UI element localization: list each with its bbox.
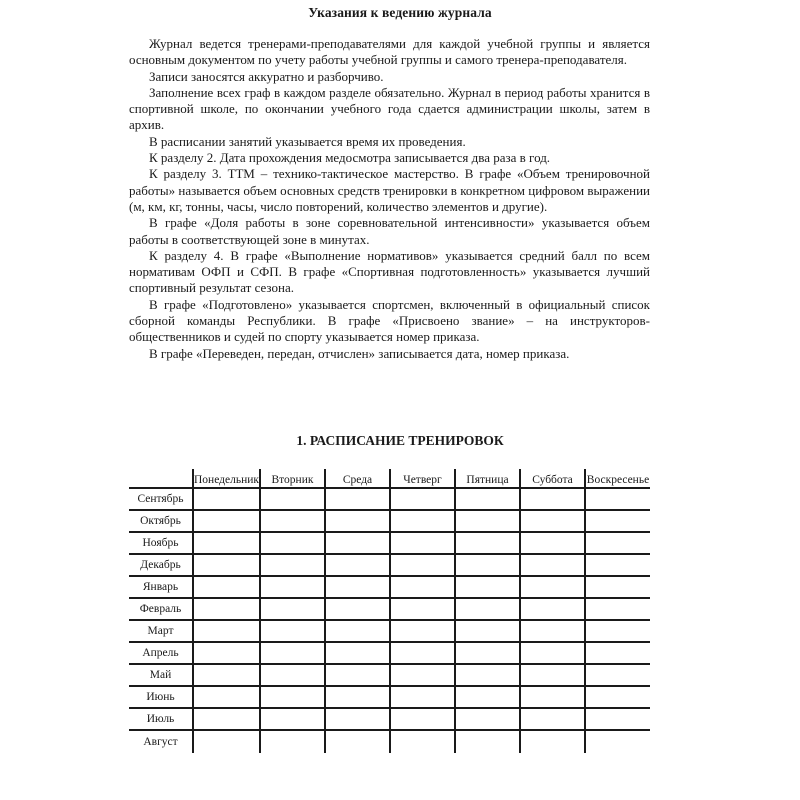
table-row — [129, 598, 650, 620]
schedule-cell[interactable] — [455, 620, 520, 642]
schedule-cell[interactable] — [325, 510, 390, 532]
schedule-cell[interactable] — [520, 576, 585, 598]
paragraph: В графе «Доля работы в зоне соревновательной интенсивности» указывается объем работы в соответствующей зоне в минутах. — [129, 215, 650, 247]
schedule-cell[interactable] — [585, 510, 650, 532]
schedule-cell[interactable] — [520, 730, 585, 753]
column-header: Воскресенье — [585, 469, 650, 488]
schedule-cell[interactable] — [520, 532, 585, 554]
month-label: Июнь — [129, 686, 193, 708]
schedule-cell[interactable] — [520, 510, 585, 532]
paragraph: Записи заносятся аккуратно и разборчиво. — [149, 68, 384, 84]
schedule-cell[interactable] — [260, 730, 325, 753]
schedule-cell[interactable] — [193, 488, 260, 510]
schedule-cell[interactable] — [520, 686, 585, 708]
schedule-cell[interactable] — [585, 598, 650, 620]
schedule-cell[interactable] — [455, 664, 520, 686]
month-label: Ноябрь — [129, 532, 193, 554]
schedule-cell[interactable] — [390, 708, 455, 730]
month-label: Август — [143, 736, 178, 748]
table-row — [129, 642, 650, 664]
schedule-cell[interactable] — [390, 554, 455, 576]
schedule-cell[interactable] — [390, 510, 455, 532]
schedule-cell[interactable] — [325, 576, 390, 598]
schedule-cell[interactable] — [520, 488, 585, 510]
paragraph: Журнал ведется тренерами-преподавателями для каждой учебной группы и является основным документом по учету работы учебной группы и самого тренера-преподавателя. — [129, 36, 650, 68]
column-header: Среда — [325, 469, 390, 488]
schedule-cell[interactable] — [193, 532, 260, 554]
table-row — [129, 576, 650, 598]
column-header: Пятница — [455, 469, 520, 488]
schedule-cell[interactable] — [325, 664, 390, 686]
schedule-cell[interactable] — [193, 598, 260, 620]
schedule-cell[interactable] — [455, 686, 520, 708]
table-row — [129, 532, 650, 554]
schedule-cell[interactable] — [520, 620, 585, 642]
column-header: Четверг — [390, 469, 455, 488]
schedule-cell[interactable] — [325, 532, 390, 554]
page-title: Указания к ведению журнала — [308, 5, 492, 20]
table-row — [129, 708, 650, 730]
schedule-cell[interactable] — [520, 598, 585, 620]
schedule-cell[interactable] — [455, 708, 520, 730]
schedule-table — [129, 469, 650, 753]
month-label: Июль — [129, 708, 193, 730]
paragraph: В графе «Подготовлено» указывается спортсмен, включенный в официальный список сборной команды Республики. В графе «Присвоено звание» – на инструкторов-общественников и судей по спорту указывается номер приказа. — [129, 296, 650, 345]
schedule-cell[interactable] — [455, 532, 520, 554]
section-title: 1. РАСПИСАНИЕ ТРЕНИРОВОК — [296, 433, 504, 448]
schedule-cell[interactable] — [585, 686, 650, 708]
schedule-cell[interactable] — [585, 708, 650, 730]
schedule-cell[interactable] — [193, 554, 260, 576]
schedule-cell[interactable] — [390, 620, 455, 642]
schedule-cell[interactable] — [260, 686, 325, 708]
column-header: Понедельник — [193, 469, 260, 488]
schedule-cell[interactable] — [325, 642, 390, 664]
month-label: Январь — [129, 576, 193, 598]
paragraph: В расписании занятий указывается время их проведения. — [149, 133, 466, 149]
schedule-cell[interactable] — [260, 510, 325, 532]
schedule-cell[interactable] — [260, 708, 325, 730]
schedule-cell[interactable] — [193, 620, 260, 642]
schedule-cell[interactable] — [585, 576, 650, 598]
instructions-text — [129, 36, 650, 362]
month-label: Декабрь — [129, 554, 193, 576]
column-header: Суббота — [520, 469, 585, 488]
schedule-cell[interactable] — [520, 554, 585, 576]
schedule-cell[interactable] — [325, 686, 390, 708]
schedule-cell[interactable] — [260, 620, 325, 642]
corner-cell — [129, 469, 193, 488]
schedule-cell[interactable] — [260, 488, 325, 510]
schedule-cell[interactable] — [520, 642, 585, 664]
schedule-cell[interactable] — [520, 708, 585, 730]
schedule-cell[interactable] — [585, 642, 650, 664]
schedule-cell[interactable] — [455, 510, 520, 532]
schedule-cell[interactable] — [585, 620, 650, 642]
month-label: Март — [129, 620, 193, 642]
schedule-cell[interactable] — [390, 664, 455, 686]
paragraph: К разделу 4. В графе «Выполнение нормативов» указывается средний балл по всем нормативам ОФП и СФП. В графе «Спортивная подготовленность» указывается лучший спортивный результат сезона. — [129, 247, 650, 296]
schedule-cell[interactable] — [585, 730, 650, 753]
schedule-cell[interactable] — [390, 730, 455, 753]
schedule-cell[interactable] — [390, 576, 455, 598]
table-header-row — [129, 469, 650, 488]
schedule-cell[interactable] — [260, 554, 325, 576]
schedule-cell[interactable] — [390, 532, 455, 554]
table-row — [129, 686, 650, 708]
schedule-cell[interactable] — [193, 664, 260, 686]
schedule-cell[interactable] — [260, 664, 325, 686]
table-row — [129, 510, 650, 532]
paragraph: К разделу 2. Дата прохождения медосмотра записывается два раза в год. — [149, 150, 551, 166]
schedule-cell[interactable] — [325, 488, 390, 510]
schedule-cell[interactable] — [325, 730, 390, 753]
paragraph: К разделу 3. ТТМ – технико-тактическое мастерство. В графе «Объем тренировочной работы» называется объем основных средств тренировки в конкретном цифровом выражении (м, км, кг, тонны, часы, число повторений, количество элементов и другие). — [129, 166, 650, 214]
schedule-cell[interactable] — [455, 554, 520, 576]
month-label: Апрель — [129, 642, 193, 664]
table-row — [129, 554, 650, 576]
schedule-cell[interactable] — [455, 730, 520, 753]
table-row — [129, 488, 650, 510]
schedule-cell[interactable] — [193, 708, 260, 730]
schedule-cell[interactable] — [390, 488, 455, 510]
schedule-cell[interactable] — [390, 642, 455, 664]
schedule-cell[interactable] — [325, 598, 390, 620]
schedule-cell[interactable] — [260, 576, 325, 598]
month-label: Октябрь — [129, 510, 193, 532]
paragraph: Заполнение всех граф в каждом разделе обязательно. Журнал в период работы хранится в спортивной школе, по окончании учебного года сдается администрации школы, затем в архив. — [129, 84, 650, 133]
schedule-cell[interactable] — [390, 598, 455, 620]
month-label: Май — [129, 664, 193, 686]
schedule-cell[interactable] — [260, 642, 325, 664]
schedule-cell[interactable] — [585, 532, 650, 554]
schedule-cell[interactable] — [325, 708, 390, 730]
schedule-cell[interactable] — [325, 554, 390, 576]
month-label: Сентябрь — [129, 488, 193, 510]
schedule-cell[interactable] — [260, 598, 325, 620]
paragraph: В графе «Переведен, передан, отчислен» записывается дата, номер приказа. — [149, 345, 570, 361]
schedule-cell[interactable] — [193, 642, 260, 664]
schedule-cell[interactable] — [455, 576, 520, 598]
schedule-cell[interactable] — [585, 554, 650, 576]
schedule-cell[interactable] — [260, 532, 325, 554]
schedule-cell[interactable] — [585, 488, 650, 510]
month-label: Февраль — [129, 598, 193, 620]
schedule-cell[interactable] — [455, 642, 520, 664]
schedule-cell[interactable] — [520, 664, 585, 686]
schedule-cell[interactable] — [193, 510, 260, 532]
column-header: Вторник — [260, 469, 325, 488]
schedule-cell[interactable] — [455, 598, 520, 620]
schedule-cell[interactable] — [585, 664, 650, 686]
schedule-cell[interactable] — [193, 576, 260, 598]
schedule-cell[interactable] — [390, 686, 455, 708]
schedule-cell[interactable] — [325, 620, 390, 642]
schedule-cell[interactable] — [193, 686, 260, 708]
table-row — [129, 620, 650, 642]
schedule-cell[interactable] — [193, 730, 260, 753]
table-row — [129, 730, 650, 753]
schedule-cell[interactable] — [455, 488, 520, 510]
table-row — [129, 664, 650, 686]
